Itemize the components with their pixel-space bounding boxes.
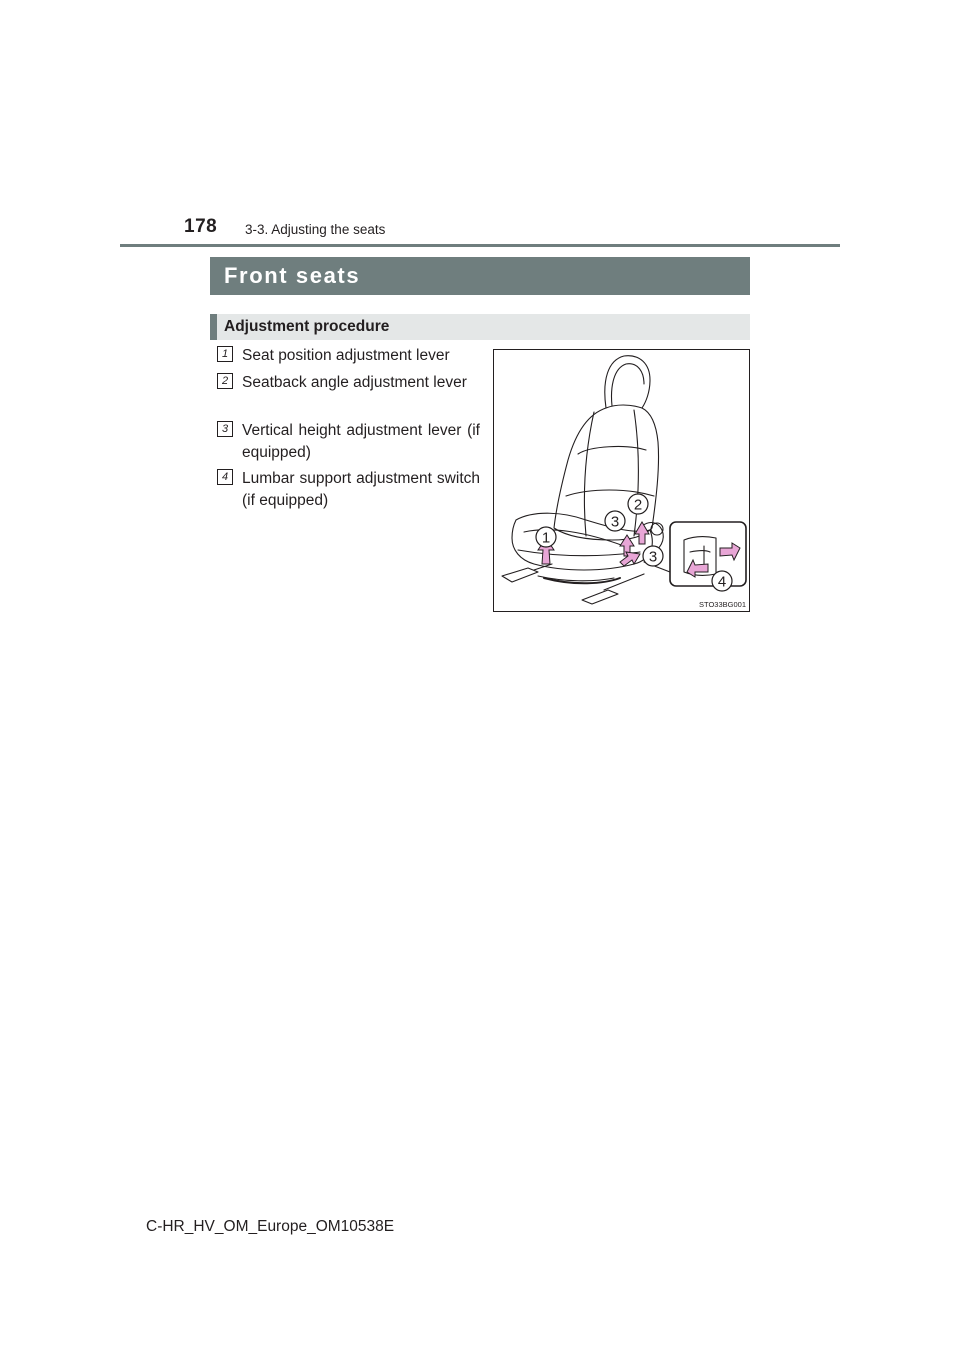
callout-1: 1 <box>541 529 551 547</box>
item-number-badge: 4 <box>217 469 233 485</box>
callout-3-upper: 3 <box>610 513 620 531</box>
seat-drawing <box>494 350 749 611</box>
page-number: 178 <box>184 216 218 237</box>
item-text: Seat position adjustment lever <box>242 347 450 364</box>
subsection-title: Adjustment procedure <box>224 318 390 335</box>
item-number-badge: 3 <box>217 421 233 437</box>
callout-2: 2 <box>633 496 643 514</box>
item-text: Vertical height adjustment lever (if equipped) <box>242 422 480 461</box>
callout-3-lower: 3 <box>648 548 658 566</box>
seat-illustration <box>493 349 750 612</box>
running-header: 3-3. Adjusting the seats <box>245 222 386 237</box>
callout-4: 4 <box>717 573 727 591</box>
subsection-header <box>210 314 750 340</box>
section-header <box>210 257 750 295</box>
header-rule <box>120 244 840 247</box>
item-text: Seatback angle adjustment lever <box>242 374 467 391</box>
item-text: Lumbar support adjustment switch (if equipped) <box>242 470 480 509</box>
section-title: Front seats <box>224 263 361 288</box>
footer-document-id: C-HR_HV_OM_Europe_OM10538E <box>146 1218 395 1235</box>
item-number-badge: 2 <box>217 373 233 389</box>
figure-code: STO33BG001 <box>699 600 746 609</box>
item-number-badge: 1 <box>217 346 233 362</box>
